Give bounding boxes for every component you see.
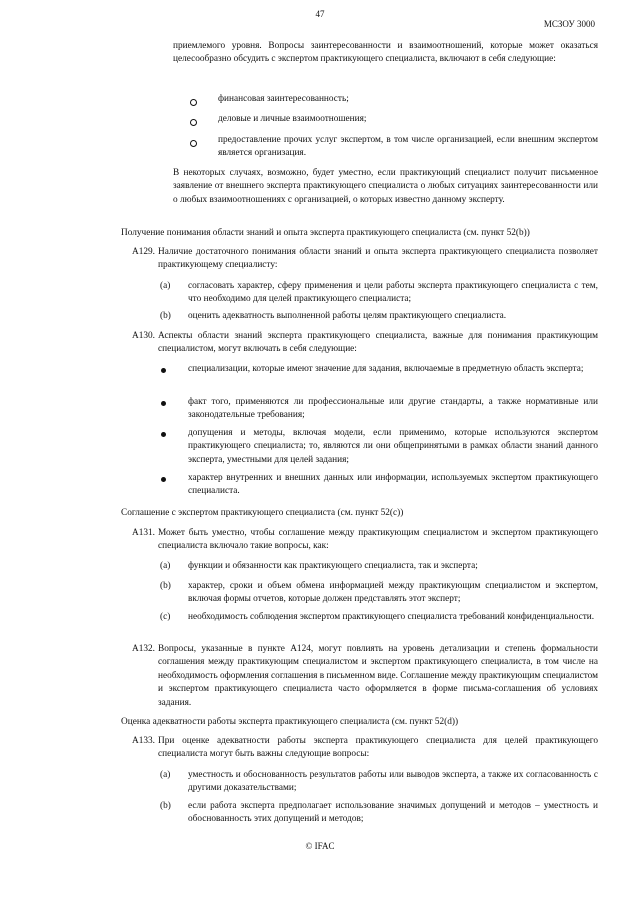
circle-bullet-icon	[190, 99, 197, 106]
intro-bullet: деловые и личные взаимоотношения;	[218, 114, 367, 124]
paragraph-number: A130.	[132, 331, 155, 341]
bullet-icon	[161, 477, 166, 482]
paragraph-number: A132.	[132, 644, 155, 654]
section-heading: Оценка адекватности работы эксперта практикующего специалиста (см. пункт 52(d))	[121, 717, 459, 727]
section-heading: Получение понимания области знаний и опыта эксперта практикующего специалиста (см. пункт 52(b))	[121, 228, 530, 238]
item-marker: (c)	[160, 612, 171, 622]
list-item: допущения и методы, включая модели, если применимо, которые используются экспертом практикующего специалиста; то, являются ли они общепринятыми в рамках области знаний данного эксперта, уместными для целей задания;	[188, 428, 598, 465]
paragraph-a130: Аспекты области знаний эксперта практикующего специалиста, важные для понимания практикующим специалистом, могут включать в себя следующие:	[158, 331, 598, 355]
intro-bullet: финансовая заинтересованность;	[218, 94, 349, 104]
paragraph-a133: При оценке адекватности работы эксперта практикующего специалиста для целей практикующего специалиста могут быть важны следующие вопросы:	[158, 736, 598, 760]
bullet-icon	[161, 401, 166, 406]
list-item: уместность и обоснованность результатов работы или выводов эксперта, а также их согласованность с другими доказательствами;	[188, 770, 598, 794]
item-marker: (b)	[160, 311, 171, 321]
item-marker: (a)	[160, 770, 171, 780]
item-marker: (b)	[160, 801, 171, 811]
circle-bullet-icon	[190, 140, 197, 147]
intro-bullet: предоставление прочих услуг экспертом, в том числе организацией, если внешним экспертом является организация.	[218, 135, 598, 159]
list-item: специализации, которые имеют значение для задания, включаемые в предметную область эксперта;	[188, 364, 584, 374]
section-heading: Соглашение с экспертом практикующего специалиста (см. пункт 52(c))	[121, 508, 404, 518]
list-item: если работа эксперта предполагает использование значимых допущений и методов – уместность и обоснованность этих допущений и методов;	[188, 801, 598, 825]
bullet-icon	[161, 432, 166, 437]
paragraph-a132: Вопросы, указанные в пункте A124, могут повлиять на уровень детализации и степень формальности соглашения между практикующим специалистом и экспертом практикующего специалиста, в том числе на необходимость оформления соглашения в письменном виде. Соглашение между практикующим специалистом и экспертом практикующего специалиста часто оформляется в форме письма-соглашения об условиях задания.	[158, 644, 599, 708]
paragraph-a129: Наличие достаточного понимания области знаний и опыта эксперта практикующего специалиста позволяет практикующему специалисту:	[158, 247, 598, 271]
bullet-icon	[161, 368, 166, 373]
list-item: характер, сроки и объем обмена информацией между практикующим специалистом и экспертом, включая формы отчетов, которые должен представлять этот эксперт;	[188, 581, 598, 605]
standard-code: МСЗОУ 3000	[543, 19, 595, 29]
item-marker: (b)	[160, 581, 171, 591]
paragraph-a131: Может быть уместно, чтобы соглашение между практикующим специалистом и экспертом практикующего специалиста включало такие вопросы, как:	[158, 528, 598, 552]
circle-bullet-icon	[190, 119, 197, 126]
paragraph-number: A129.	[132, 247, 155, 257]
list-item: характер внутренних и внешних данных или информации, используемых экспертом практикующего специалиста.	[188, 473, 598, 497]
paragraph-number: A131.	[132, 528, 155, 538]
intro-paragraph: приемлемого уровня. Вопросы заинтересованности и взаимоотношений, которые может оказаться целесообразно обсудить с экспертом практикующего специалиста, включают в себя следующие:	[173, 41, 598, 65]
footer-copyright: © IFAC	[305, 841, 335, 851]
paragraph-number: A133.	[132, 736, 155, 746]
intro-closing-paragraph: В некоторых случаях, возможно, будет уместно, если практикующий специалист получит письменное заявление от внешнего эксперта практикующего специалиста о любых ситуациях заинтересованности или о любых взаимоотношениях с организацией, о которых известно данному эксперту.	[173, 168, 598, 205]
page-number: 47	[315, 9, 325, 19]
list-item: согласовать характер, сферу применения и цели работы эксперта практикующего специалиста с тем, что необходимо для целей практикующего специалиста;	[188, 281, 598, 305]
list-item: факт того, применяются ли профессиональные или другие стандарты, а также нормативные или законодательные требования;	[188, 397, 598, 421]
list-item: оценить адекватность выполненной работы целям практикующего специалиста.	[188, 311, 507, 321]
item-marker: (a)	[160, 281, 171, 291]
item-marker: (a)	[160, 561, 171, 571]
list-item: функции и обязанности как практикующего специалиста, так и эксперта;	[188, 561, 478, 571]
list-item: необходимость соблюдения экспертом практикующего специалиста требований конфиденциальности.	[188, 612, 595, 622]
